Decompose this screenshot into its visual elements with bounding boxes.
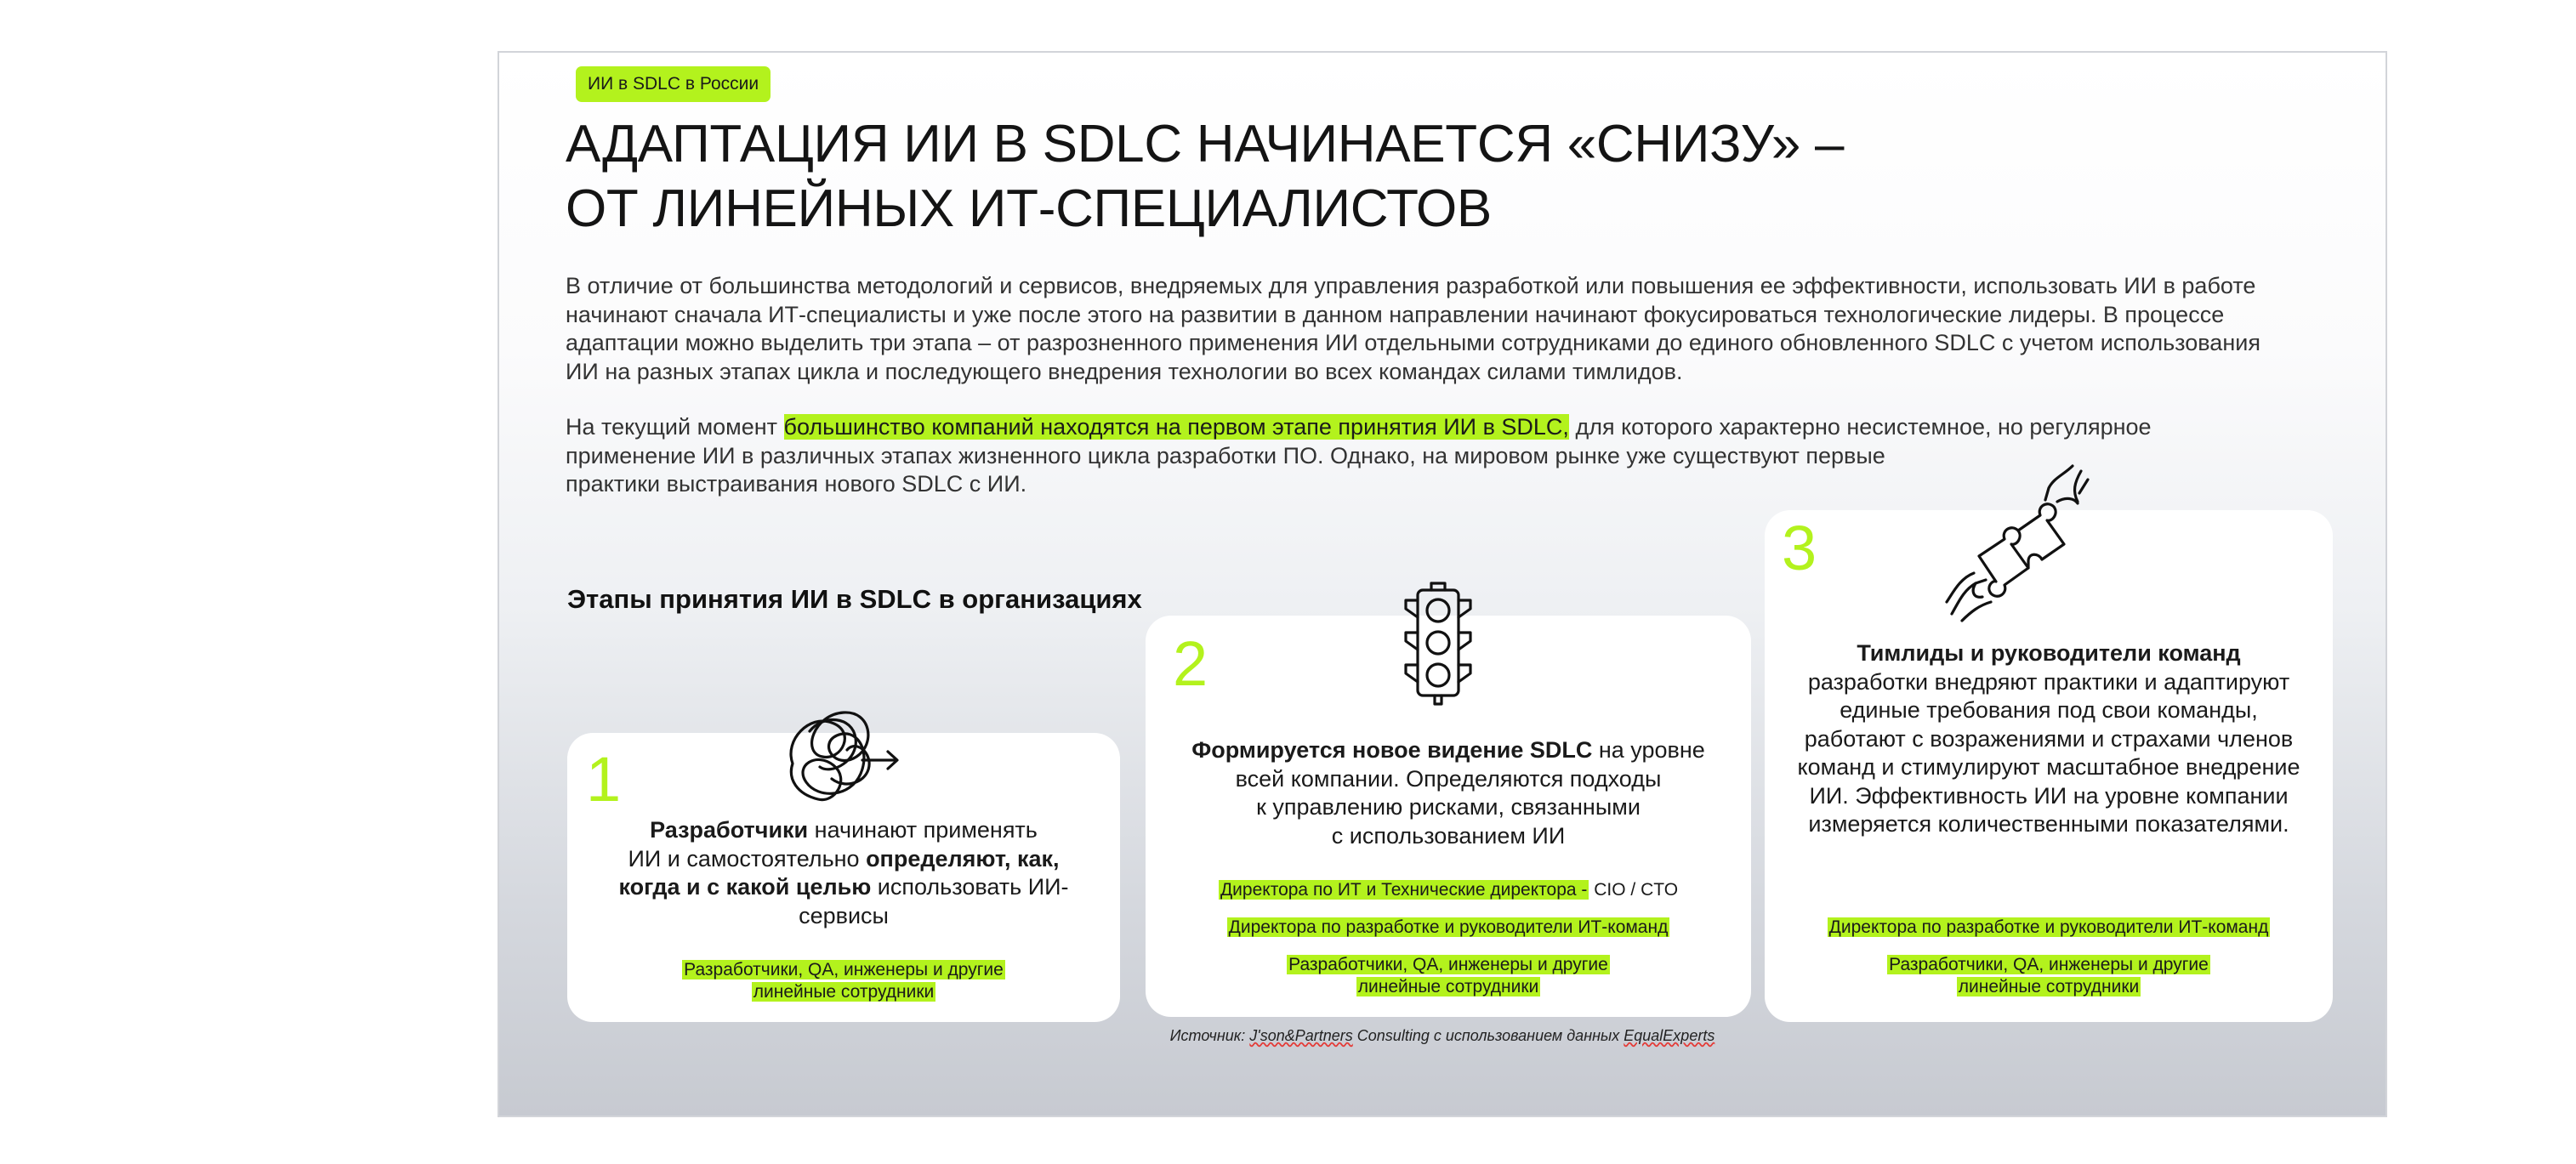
source-note (499, 1027, 2386, 1045)
role-badge-line (1146, 879, 1751, 901)
stage-desc-line: единые требования под свои команды, (1840, 697, 2258, 723)
role-badge: Разработчики, QA, инженеры и другие (1288, 955, 1608, 974)
stage-desc-line: работают с возражениями и страхами членов (1804, 725, 2294, 752)
stage-description (1765, 639, 2333, 839)
stage-desc-text: на уровне (1592, 737, 1705, 763)
role-badge-line (1765, 976, 2333, 998)
stage-desc-text: ИИ и самостоятельно (628, 845, 867, 872)
role-badge-line (1765, 917, 2333, 939)
topic-badge: ИИ в SDLC в России (576, 66, 771, 102)
stage-roles (1765, 917, 2333, 998)
page-title (566, 112, 2011, 241)
stage-desc-bold: определяют, как, (866, 845, 1060, 872)
slide (498, 51, 2387, 1117)
intro-line: начинают сначала ИТ-специалисты и уже после этого на развитии в данном направлении начинают фокусироваться технологические лидеры. В процессе (566, 301, 2225, 327)
stage-desc-line: разработки внедряют практики и адаптируют (1807, 668, 2290, 695)
role-badge-line (1146, 917, 1751, 939)
stage-number: 1 (586, 744, 622, 815)
current-state-line-3: практики выстраивания нового SDLC с ИИ. (566, 471, 1027, 497)
stage-roles (1146, 879, 1751, 998)
role-badge-line (1146, 954, 1751, 976)
tangled-scribble-icon (776, 697, 912, 816)
intro-line: адаптации можно выделить три этапа – от разрозненного применения ИИ отдельными сотрудниками до единого обновленного SDLC с учетом использования (566, 330, 2260, 355)
role-badge: Разработчики, QA, инженеры и другие (1889, 955, 2209, 974)
current-state-line-1 (566, 413, 2343, 442)
stage-desc-bold: когда и с какой целью (618, 874, 872, 900)
stage-desc-line: всей компании. Определяются подходы (1235, 765, 1662, 792)
stage-desc-bold: Тимлиды и руководители команд (1857, 640, 2241, 666)
stage-desc-line: сервисы (799, 902, 889, 928)
stage-description (1146, 736, 1751, 850)
puzzle-hands-icon (1945, 463, 2098, 624)
stage-desc-bold: Формируется новое видение SDLC (1191, 737, 1593, 763)
title-line-1: АДАПТАЦИЯ ИИ В SDLC НАЧИНАЕТСЯ «СНИЗУ» – (566, 115, 1845, 173)
stage-desc-line: команд и стимулируют масштабное внедрение (1797, 754, 2300, 780)
source-middle: Consulting с использованием данных (1352, 1027, 1624, 1044)
stage-desc-line (567, 873, 1120, 902)
stage-number: 3 (1782, 513, 1817, 583)
stage-desc-line: измеряется количественными показателями. (1808, 811, 2289, 837)
role-badge: Директора по разработке и руководители ИТ-команд (1828, 917, 2269, 937)
intro-paragraph (566, 272, 2343, 386)
role-badge: Директора по ИТ и Технические директора - (1220, 880, 1588, 900)
source-org-2: EqualExperts (1624, 1027, 1715, 1044)
stage-desc-text: начинают применять (808, 817, 1038, 843)
role-badge: Директора по разработке и руководители ИТ-команд (1228, 917, 1669, 937)
role-badge-line (1146, 976, 1751, 998)
stage-desc-line: к управлению рисками, связанными (1256, 794, 1641, 820)
role-badge: линейные сотрудники (1958, 977, 2140, 996)
stages-section-title: Этапы принятия ИИ в SDLC в организациях (567, 584, 1142, 614)
stage-card-3 (1765, 510, 2333, 1022)
stage-card-2 (1146, 616, 1751, 1017)
traffic-light-icon (1397, 580, 1479, 707)
stage-roles (567, 959, 1120, 1003)
role-badge-line (1765, 954, 2333, 976)
role-badge: Разработчики, QA, инженеры и другие (684, 960, 1004, 979)
current-state-prefix: На текущий момент (566, 414, 784, 440)
intro-line: ИИ на разных этапах цикла и последующего внедрения технологии во всех командах силами тимлидов. (566, 358, 1683, 384)
stage-desc-line: с использованием ИИ (1331, 822, 1566, 849)
source-org-1: J'son&Partners (1249, 1027, 1353, 1044)
current-state-line-2: применение ИИ в различных этапах жизненного цикла разработки ПО. Однако, на мировом рынке уже существуют первые (566, 442, 1885, 468)
title-line-2: ОТ ЛИНЕЙНЫХ ИТ-СПЕЦИАЛИСТОВ (566, 179, 1492, 238)
role-badge-line (567, 959, 1120, 981)
source-prefix: Источник: (1169, 1027, 1250, 1044)
current-state-suffix: для которого характерно несистемное, но регулярное (1568, 414, 2152, 440)
stage-desc-line (567, 816, 1120, 845)
stage-number: 2 (1173, 628, 1208, 699)
stage-description (567, 816, 1120, 930)
stage-desc-text: использовать ИИ- (871, 874, 1069, 900)
stage-desc-line: ИИ. Эффективность ИИ на уровне компании (1809, 782, 2289, 809)
stage-card-1 (567, 733, 1120, 1022)
stage-desc-bold: Разработчики (650, 817, 809, 843)
intro-line: В отличие от большинства методологий и сервисов, внедряемых для управления разработкой или повышения ее эффективности, использовать ИИ в работе (566, 273, 2256, 298)
stage-desc-line (1146, 736, 1751, 765)
stage-desc-line (1765, 639, 2333, 668)
role-badge: линейные сотрудники (1357, 977, 1539, 996)
stage-desc-line (567, 845, 1120, 874)
role-badge: линейные сотрудники (753, 982, 935, 1002)
role-badge-line (567, 981, 1120, 1003)
role-badge-suffix: CIO / CTO (1589, 880, 1679, 900)
current-state-highlight: большинство компаний находятся на первом этапе принятия ИИ в SDLC, (783, 414, 1569, 440)
